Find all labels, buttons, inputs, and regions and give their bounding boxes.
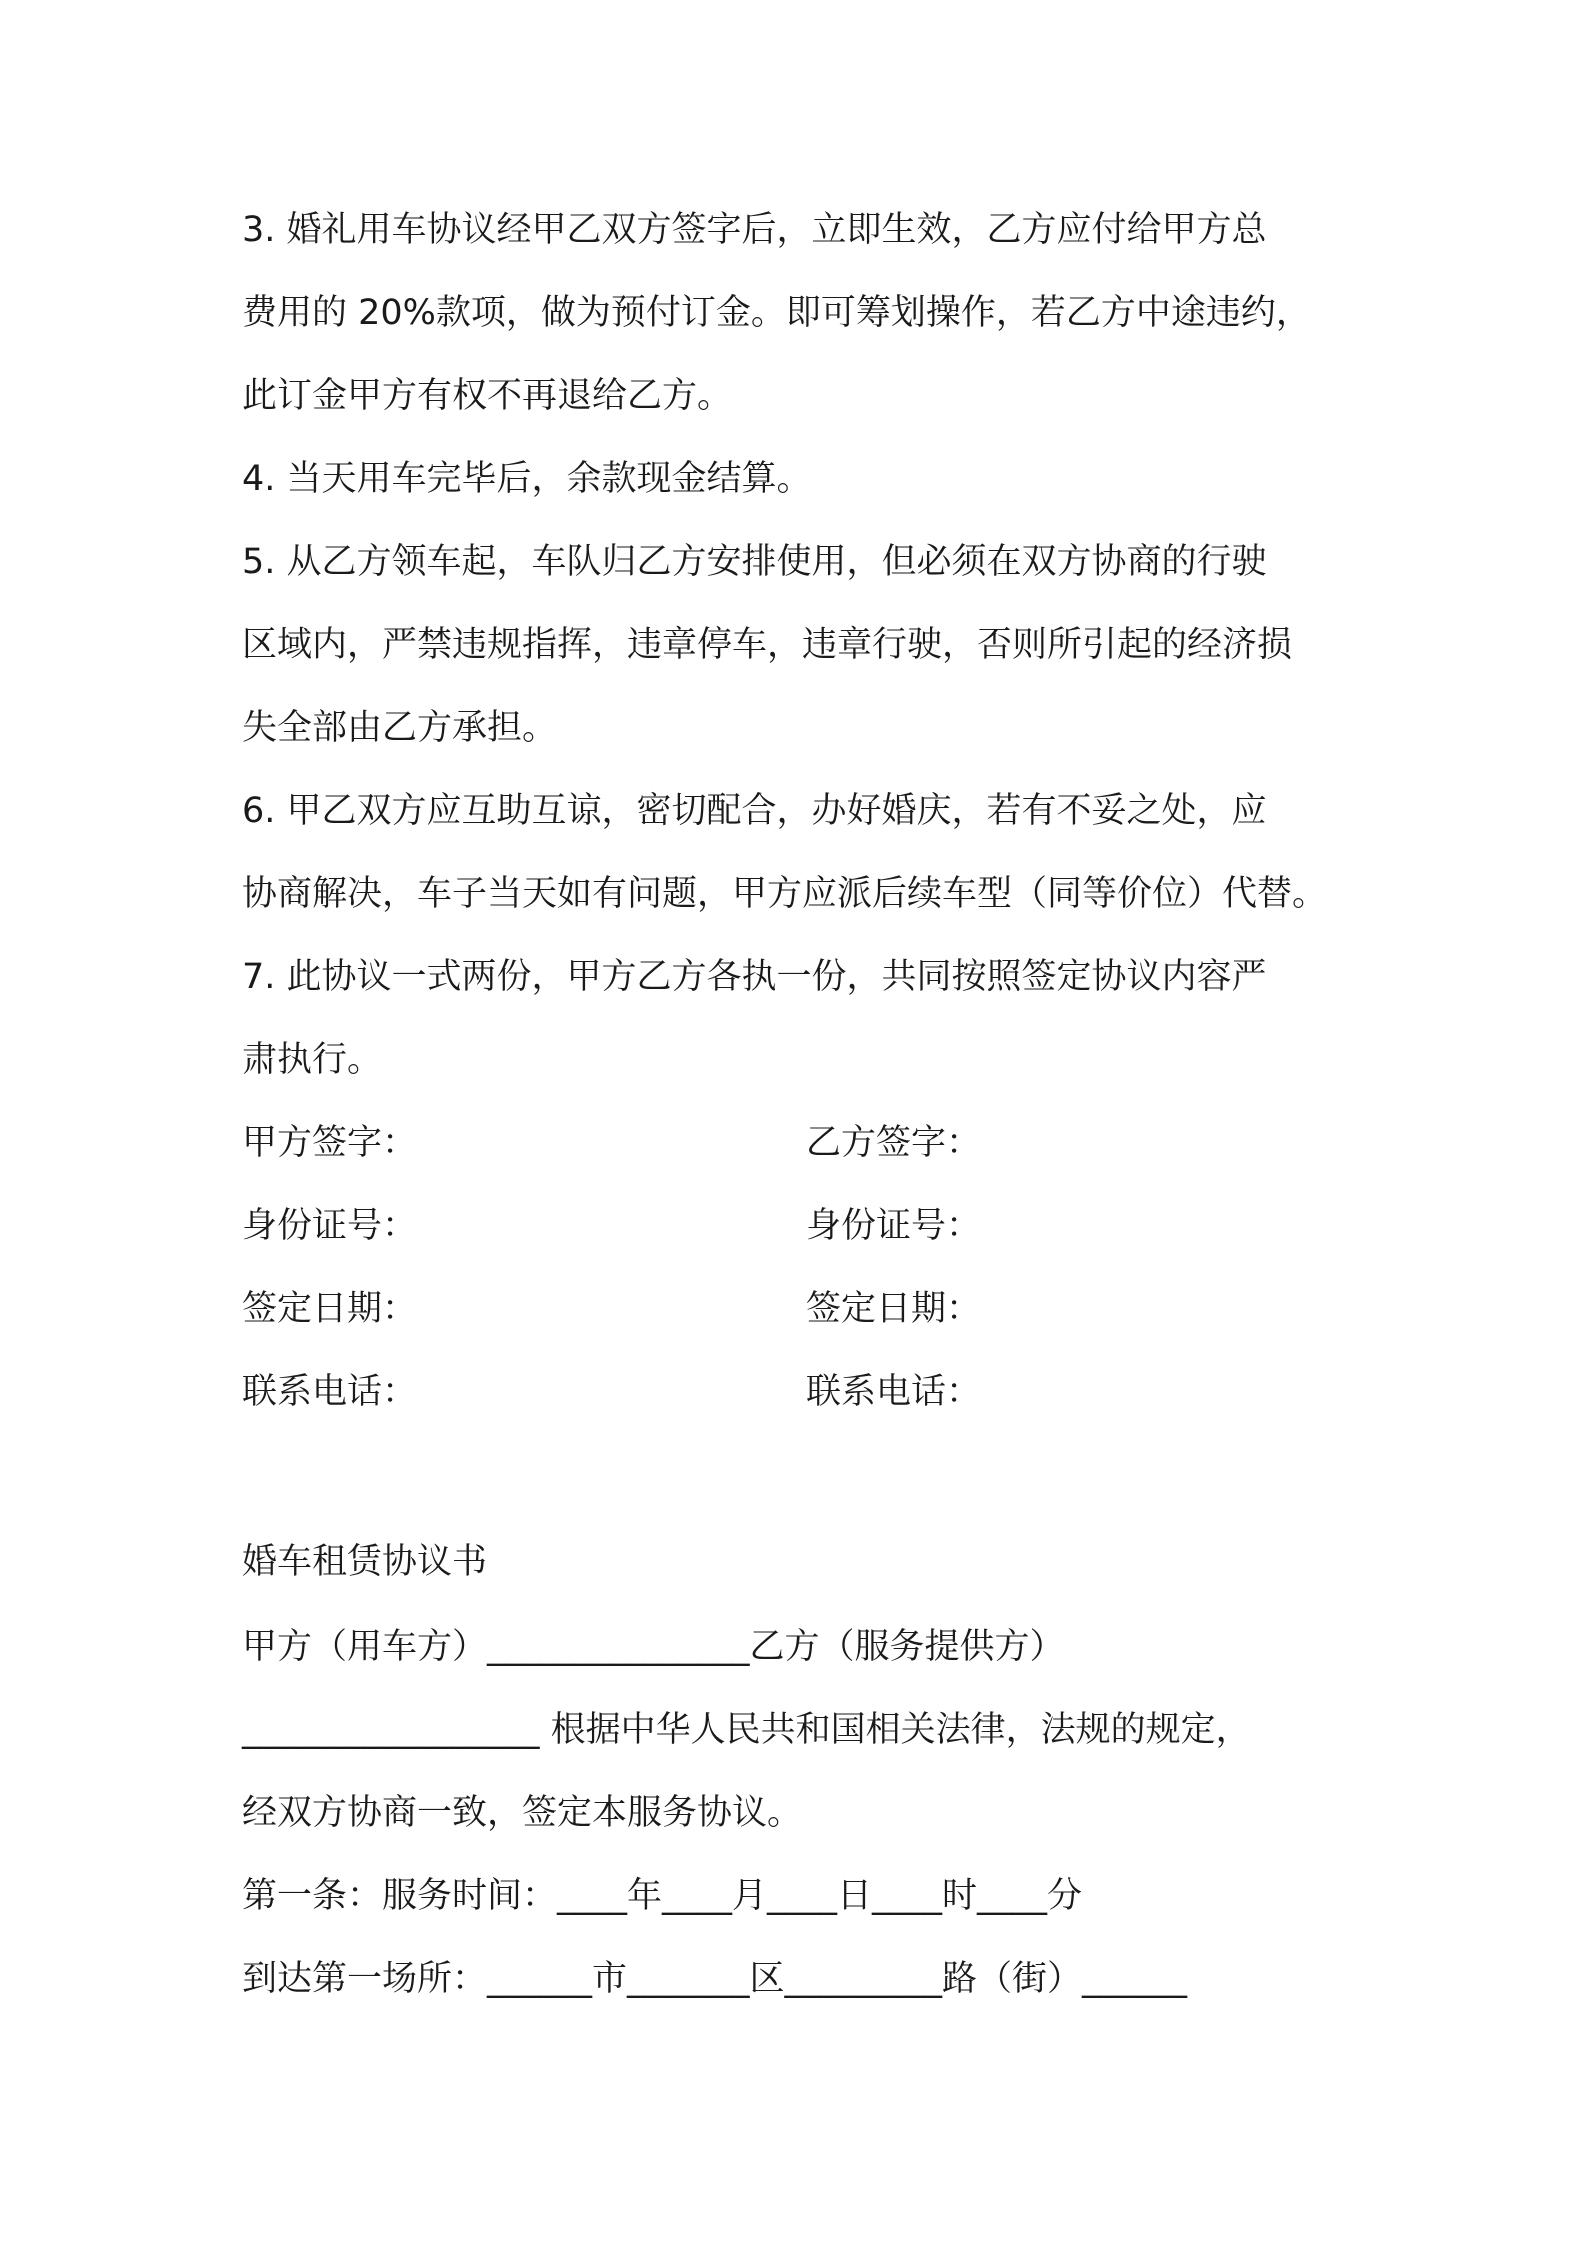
- party-b-id-label: 身份证号：: [806, 1206, 982, 1246]
- clause-5-line-1: 5. 从乙方领车起，车队归乙方安排使用，但必须在双方协商的行驶: [242, 542, 1267, 582]
- party-a-signature-label: 甲方签字：: [242, 1123, 418, 1163]
- clause-3-line-3: 此订金甲方有权不再退给乙方。: [242, 376, 733, 416]
- second-doc-line-2: _________________ 根据中华人民共和国相关法律，法规的规定，: [242, 1710, 1251, 1750]
- second-doc-line-3: 经双方协商一致，签定本服务协议。: [242, 1793, 803, 1833]
- second-doc-title: 婚车租赁协议书: [242, 1542, 488, 1582]
- clause-6-line-2: 协商解决，车子当天如有问题，甲方应派后续车型（同等价位）代替。: [242, 874, 1328, 914]
- clause-4-line-1: 4. 当天用车完毕后，余款现金结算。: [242, 459, 812, 499]
- party-b-phone-label: 联系电话：: [806, 1372, 982, 1412]
- clause-7-line-2: 肃执行。: [242, 1040, 383, 1080]
- party-a-phone-label: 联系电话：: [242, 1372, 418, 1412]
- party-b-signature-label: 乙方签字：: [806, 1123, 982, 1163]
- second-doc-line-5: 到达第一场所：______市_______区_________路（街）______: [242, 1959, 1188, 1999]
- clause-7-line-1: 7. 此协议一式两份，甲方乙方各执一份，共同按照签定协议内容严: [242, 957, 1267, 997]
- clause-3-line-1: 3. 婚礼用车协议经甲乙双方签字后，立即生效，乙方应付给甲方总: [242, 210, 1267, 250]
- party-b-date-label: 签定日期：: [806, 1289, 982, 1329]
- clause-6-line-1: 6. 甲乙双方应互助互谅，密切配合，办好婚庆，若有不妥之处，应: [242, 791, 1267, 831]
- clause-3-line-2: 费用的 20%款项，做为预付订金。即可筹划操作，若乙方中途违约，: [242, 293, 1311, 333]
- party-a-date-label: 签定日期：: [242, 1289, 418, 1329]
- clause-5-line-2: 区域内，严禁违规指挥，违章停车，违章行驶，否则所引起的经济损: [242, 625, 1293, 665]
- party-a-id-label: 身份证号：: [242, 1206, 418, 1246]
- second-doc-line-1: 甲方（用车方）_______________乙方（服务提供方）: [242, 1627, 1065, 1667]
- clause-5-line-3: 失全部由乙方承担。: [242, 708, 558, 748]
- second-doc-line-4: 第一条：服务时间：____年____月____日____时____分: [242, 1876, 1083, 1916]
